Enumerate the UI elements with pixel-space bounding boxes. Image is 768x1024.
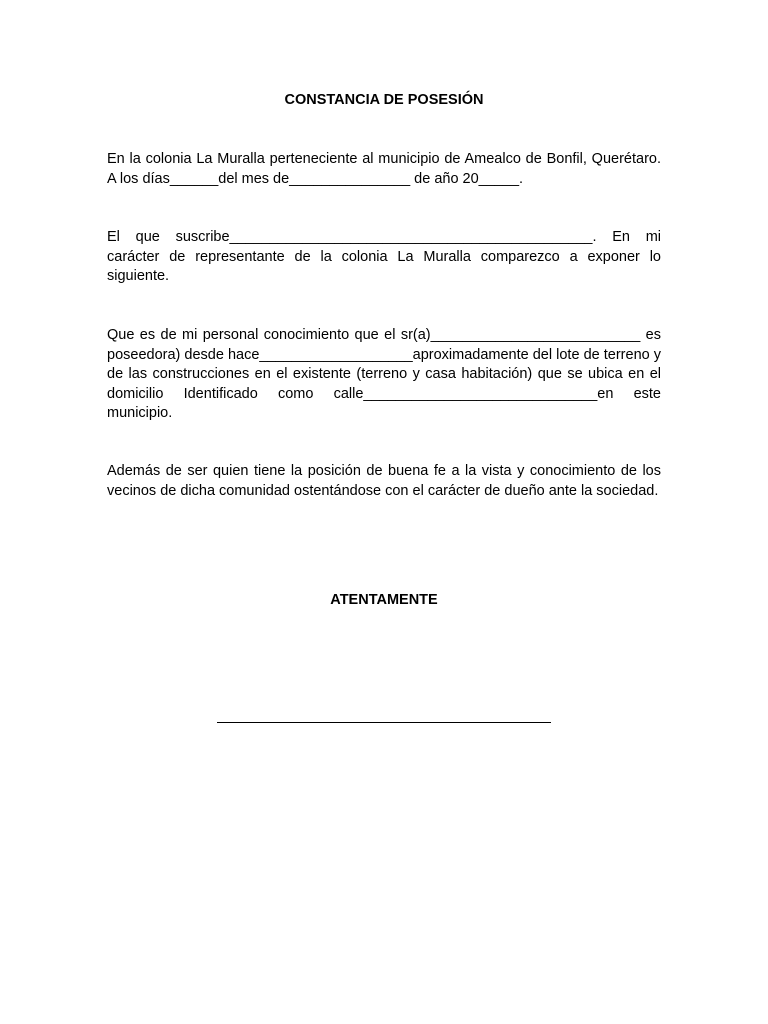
paragraph-possession: Que es de mi personal conocimiento que el sr(a)__________________________ es poseedora) desde hace___________________aproximadamente del lote de terreno y de las construcciones en el existente (terreno y casa habitación) que se ubica en el domicilio Identificado como calle_____________________________en este municipio. (107, 327, 661, 421)
signature-line (217, 722, 551, 723)
paragraph-signer: El que suscribe_____________________________________________. En mi carácter de representante de la colonia La Muralla comparezco a exponer lo siguiente. (107, 229, 661, 284)
closing-atentamente: ATENTAMENTE (330, 592, 438, 608)
document-title: CONSTANCIA DE POSESIÓN (284, 92, 484, 108)
paragraph-good-faith: Además de ser quien tiene la posición de buena fe a la vista y conocimiento de los vecinos de dicha comunidad ostentándose con el carácter de dueño ante la sociedad. (107, 463, 661, 499)
paragraph-location-date: En la colonia La Muralla perteneciente al municipio de Amealco de Bonfil, Querétaro. A los días______del mes de_______________ de año 20_____. (107, 151, 661, 187)
